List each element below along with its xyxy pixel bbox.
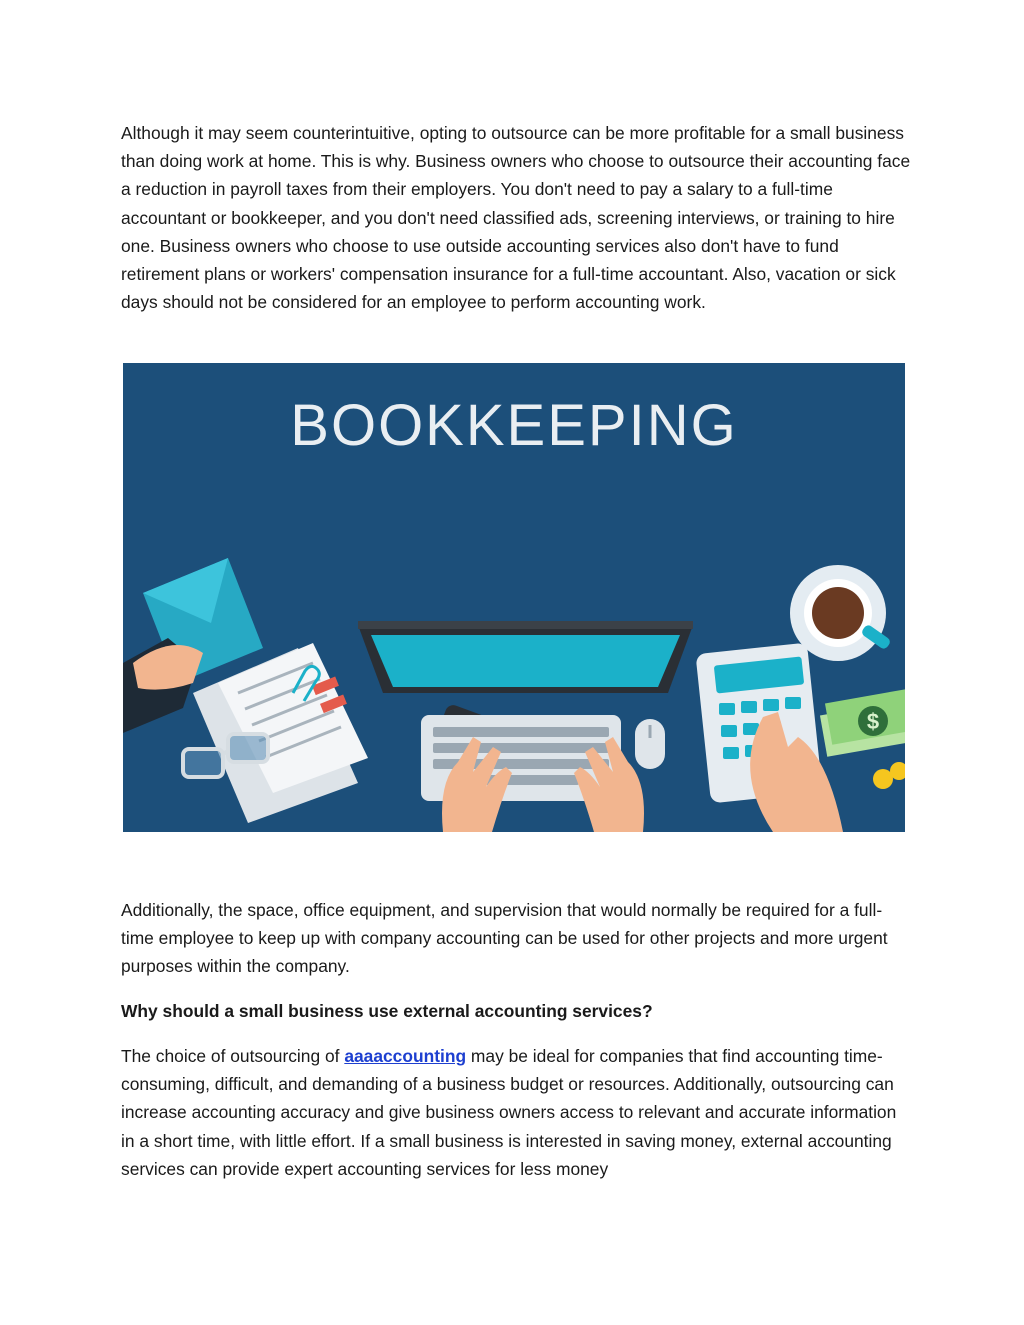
paragraph-additionally: Additionally, the space, office equipment, and supervision that would normally be required for a full-time employee to keep up with company accounting can be used for other projects and more urgent purposes within the company. xyxy=(121,900,888,977)
illustration-svg xyxy=(123,363,905,832)
paragraph-outsourcing xyxy=(121,1042,911,1183)
banner-text: BOOKKEEPING xyxy=(290,393,738,458)
mouse-icon xyxy=(635,719,665,769)
section-heading: Why should a small business use external accounting services? xyxy=(121,1001,653,1021)
paragraph-intro: Although it may seem counterintuitive, opting to outsource can be more profitable for a small business than doing work at home. This is why. Business owners who choose to outsource their accounting face a reduction in payroll taxes from their employers. You don't need to pay a salary to a full-time accountant or bookkeeper, and you don't need classified ads, screening interviews, or training to hire one. Business owners who choose to use outside accounting services also don't have to fund retirement plans or workers' compensation insurance for a full-time accountant. Also, vacation or sick days should not be considered for an employee to perform accounting work. xyxy=(121,123,911,313)
paragraph-text-start: The choice of outsourcing of xyxy=(121,1046,345,1066)
monitor-icon xyxy=(358,621,693,693)
currency-symbol: $ xyxy=(866,709,880,734)
paragraph-text-end: may be ideal for companies that find accounting time-consuming, difficult, and demanding of a business budget or resources. Additionally, outsourcing can increase accounting accuracy and give business owners access to relevant and accurate information in a short time, with little effort. If a small business is interested in saving money, external accounting services can provide expert accounting services for less money xyxy=(121,1046,897,1179)
bookkeeping-illustration xyxy=(123,363,905,832)
aaaaccounting-link[interactable]: aaaaccounting xyxy=(344,1046,467,1066)
